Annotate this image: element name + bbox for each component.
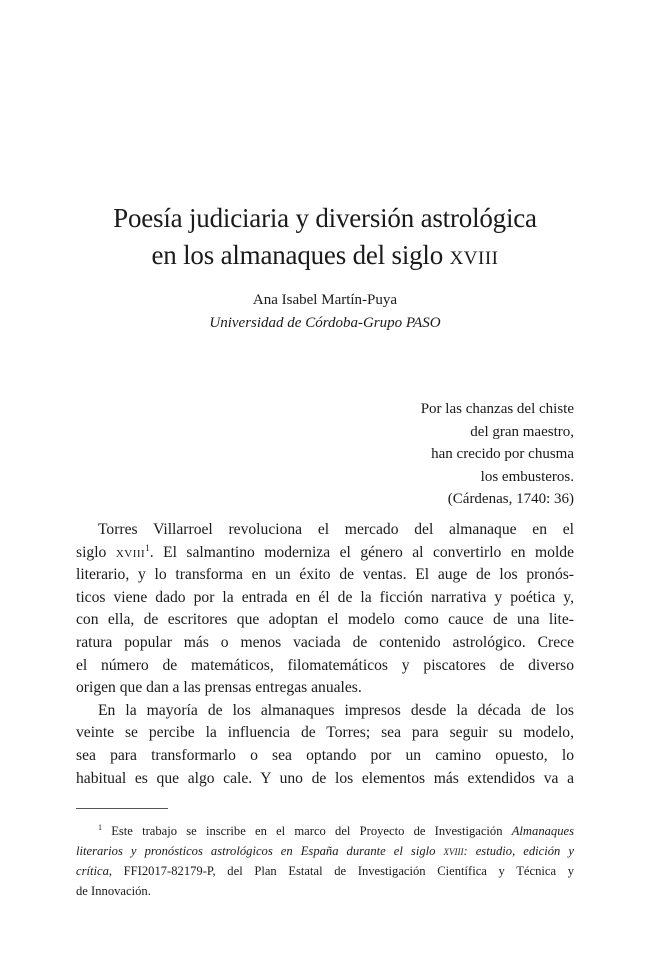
title-line-2-text: en los almanaques del siglo: [151, 240, 450, 271]
title-line-1: Poesía judiciaria y diversión astrológica: [113, 203, 537, 234]
footnote-project-title: : estudio, edición y: [463, 844, 574, 858]
chapter-title: [60, 200, 590, 274]
footnote-line: [76, 861, 574, 881]
century-numeral: xviii: [115, 543, 146, 561]
footnote-project-title: crítica: [76, 864, 109, 878]
title-century-numeral: xviii: [449, 240, 499, 271]
body-line: [76, 542, 574, 565]
body-line-text: siglo: [76, 543, 116, 561]
footnote-text: Este trabajo se inscribe en el marco del Proyecto de Investigación: [111, 824, 512, 838]
body-line: sea para transformarlo o sea optando por un camino opuesto, lo: [76, 746, 574, 764]
epigraph-line: han crecido por chusma: [431, 446, 574, 462]
footnote-line: de Innovación.: [76, 884, 151, 898]
footnote: [76, 821, 574, 901]
footnote-century-numeral: xviii: [443, 844, 464, 858]
epigraph-line: del gran maestro,: [470, 423, 574, 440]
body-line: con ella, de escritores que adoptan el modelo como cauce de una lite-: [76, 611, 574, 629]
epigraph-citation: (Cárdenas, 1740: 36): [447, 491, 574, 507]
epigraph-line: Por las chanzas del chiste: [420, 401, 574, 417]
title-line-2: [60, 237, 590, 274]
body-line: origen que dan a las prensas entregas anuales.: [76, 679, 362, 697]
footnote-project-title: Almanaques: [511, 824, 574, 838]
body-line: habitual es que algo cale. Y uno de los elementos más extendidos va a: [76, 769, 574, 787]
footnote-separator: [76, 808, 168, 809]
body-line: veinte se percibe la influencia de Torres; sea para seguir su modelo,: [76, 724, 574, 742]
body-line: literario, y lo transforma en un éxito de ventas. El auge de los pronós-: [76, 566, 574, 584]
body-line: ticos viene dado por la entrada en él de la ficción narrativa y poética y,: [76, 588, 574, 606]
body-line: Torres Villarroel revoluciona el mercado del almanaque en el: [98, 521, 574, 538]
body-text: [76, 519, 574, 790]
author-affiliation: Universidad de Córdoba-Grupo PASO: [209, 315, 441, 331]
footnote-line: [76, 821, 574, 841]
footnote-reference[interactable]: 1: [145, 542, 150, 553]
epigraph: [421, 398, 574, 511]
footnote-project-title: literarios y pronósticos astrológicos en España durante el siglo: [76, 844, 444, 858]
epigraph-line: los embusteros.: [480, 468, 574, 485]
footnote-number: 1: [98, 823, 102, 832]
footnote-text: , FFI2017-82179-P, del Plan Estatal de Investigación Científica y Técnica y: [108, 864, 574, 878]
body-line: ratura popular más o menos vaciada de contenido astrológico. Crece: [76, 633, 574, 651]
body-line-text: . El salmantino moderniza el género al convertirlo en molde: [149, 543, 574, 561]
body-line: En la mayoría de los almanaques impresos desde la década de los: [98, 701, 574, 719]
author-name: Ana Isabel Martín-Puya: [252, 292, 398, 308]
footnote-line: [76, 841, 574, 861]
body-line: el número de matemáticos, filomatemáticos y piscatores de diverso: [76, 656, 574, 674]
